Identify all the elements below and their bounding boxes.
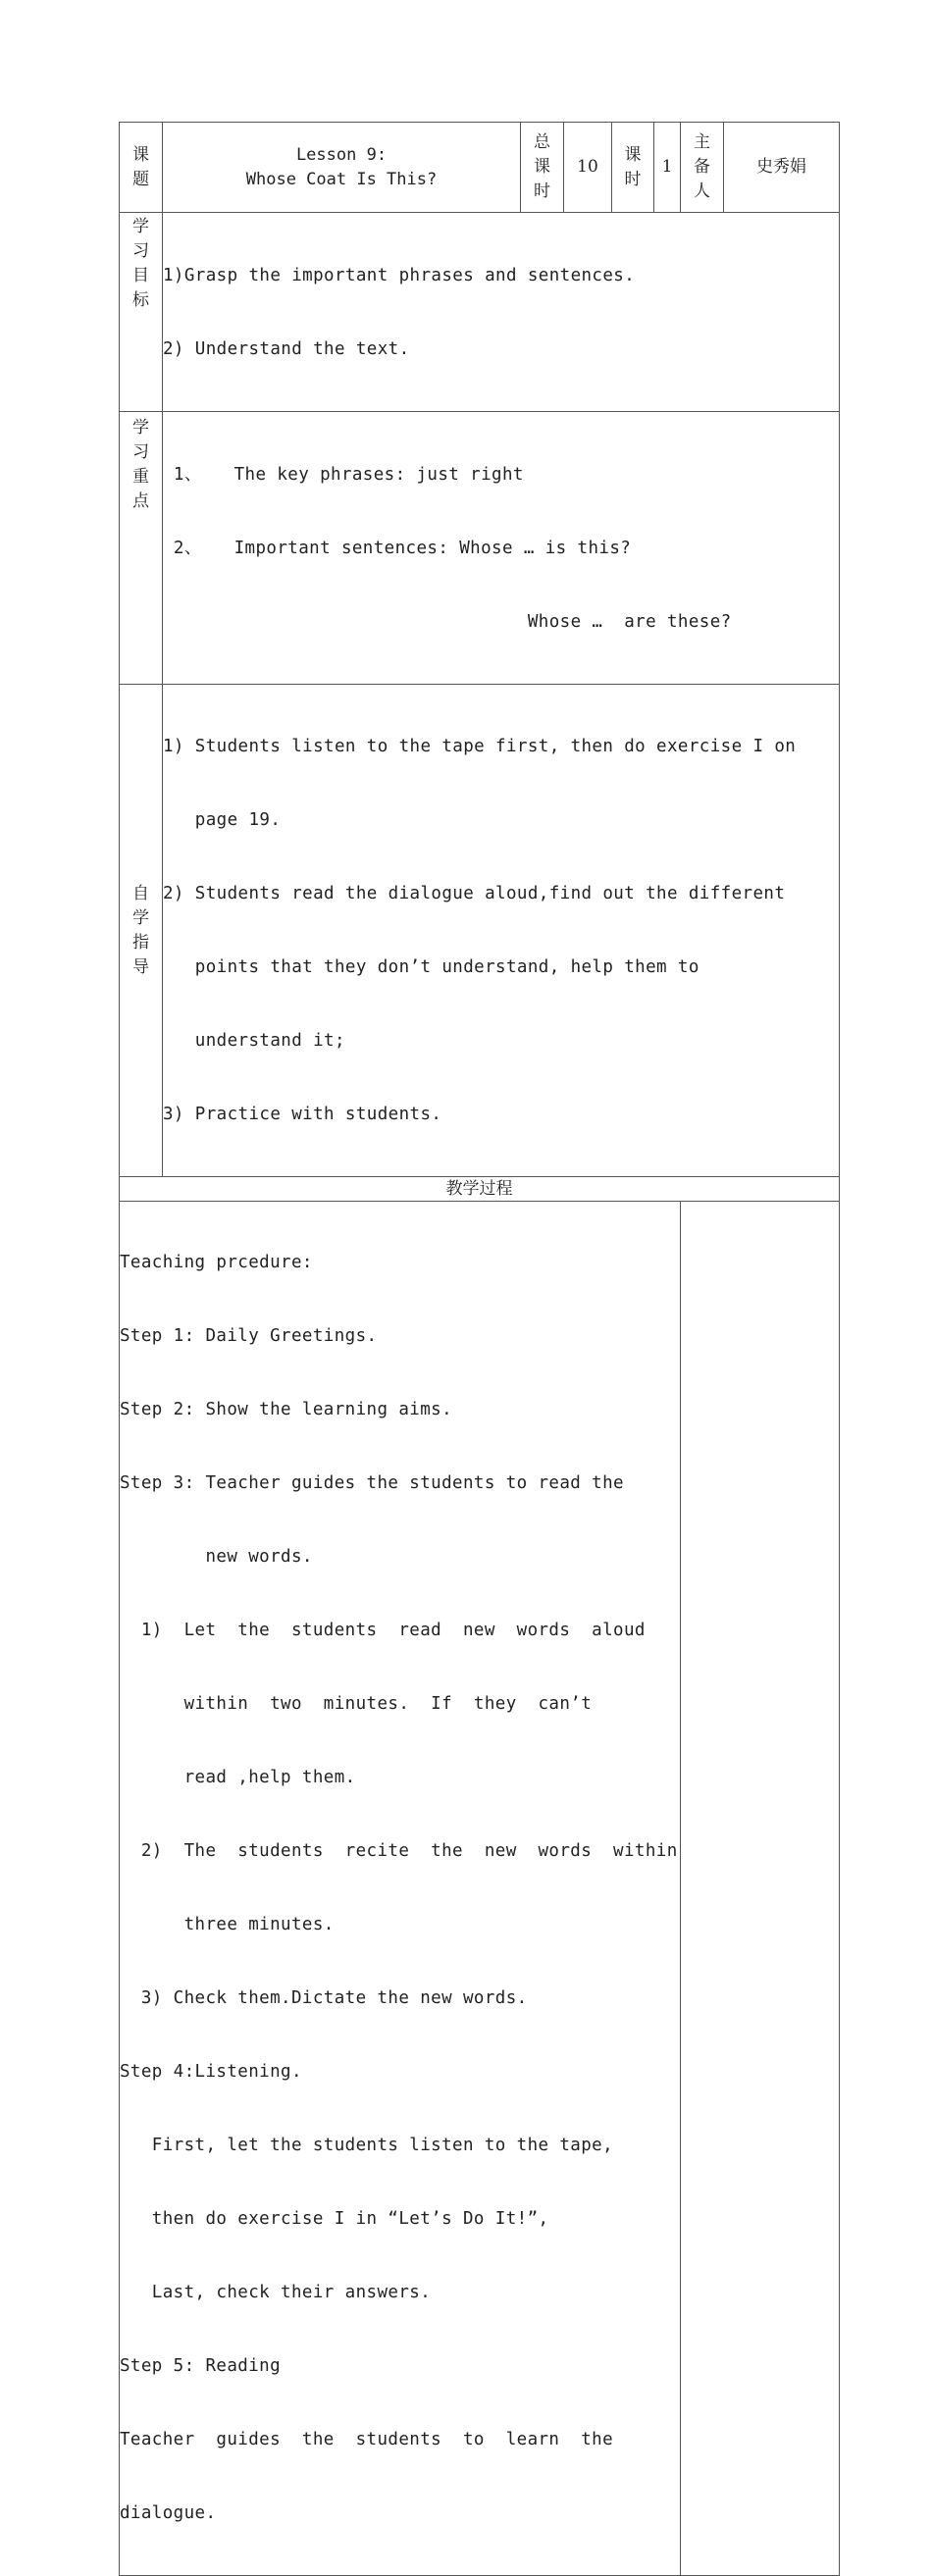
- process-line: Teaching prcedure:: [120, 1253, 313, 1272]
- focus-content: [163, 412, 840, 685]
- process-line: dialogue.: [120, 2503, 217, 2523]
- goals-content: [163, 213, 840, 412]
- guide-line: 1) Students listen to the tape first, then do exercise I on: [163, 737, 797, 756]
- focus-row: [120, 412, 840, 685]
- goal-line: 1)Grasp the important phrases and sentences.: [163, 266, 636, 285]
- preparer-value: [724, 123, 840, 213]
- process-line: then do exercise I in “Let’s Do It!”,: [120, 2209, 549, 2229]
- process-line: 2) The students recite the new words within: [120, 1841, 678, 1861]
- lesson-title: Whose Coat Is This?: [245, 169, 438, 189]
- focus-line: 2、 Important sentences: Whose … is this?: [163, 539, 632, 558]
- lesson-plan-table: [119, 122, 840, 2576]
- process-heading-text: 教学过程: [445, 1179, 513, 1199]
- process-line: First, let the students listen to the tape,: [120, 2136, 614, 2155]
- process-line: three minutes.: [120, 1915, 335, 1934]
- process-line: 3) Check them.Dictate the new words.: [120, 1988, 528, 2008]
- total-periods-value-text: 10: [577, 157, 598, 177]
- focus-line: 1、 The key phrases: just right: [163, 465, 524, 485]
- period-label-text: 课 时: [624, 144, 642, 189]
- goals-label: [120, 213, 163, 412]
- preparer-label-text: 主 备 人: [694, 132, 710, 201]
- guide-line: page 19.: [163, 810, 282, 830]
- guide-line: points that they don’t understand, help them to: [163, 957, 699, 977]
- process-line: Last, check their answers.: [120, 2283, 432, 2302]
- goals-label-text: 学 习 目 标: [132, 217, 149, 310]
- process-line: Teacher guides the students to learn the: [120, 2430, 614, 2449]
- guide-content: [163, 685, 840, 1177]
- process-content: [120, 1202, 681, 2576]
- process-line: Step 3: Teacher guides the students to read the: [120, 1473, 624, 1493]
- preparer-label: [681, 123, 724, 213]
- period-label: [612, 123, 654, 213]
- lesson-title-cell: [163, 123, 521, 213]
- goal-line: 2) Understand the text.: [163, 339, 410, 359]
- period-value: [654, 123, 681, 213]
- topic-label: [120, 123, 163, 213]
- process-heading-row: [120, 1177, 840, 1202]
- process-line: Step 5: Reading: [120, 2356, 282, 2376]
- period-value-text: 1: [661, 157, 673, 177]
- process-notes-column: [681, 1202, 840, 2576]
- guide-label: [120, 685, 163, 1177]
- process-line: 1) Let the students read new words aloud: [120, 1621, 646, 1640]
- focus-line: Whose … are these?: [163, 612, 732, 632]
- process-line: Step 4:Listening.: [120, 2062, 302, 2082]
- total-periods-label: [521, 123, 564, 213]
- process-line: new words.: [120, 1547, 313, 1567]
- focus-label: [120, 412, 163, 685]
- goals-row: [120, 213, 840, 412]
- process-line: Step 1: Daily Greetings.: [120, 1326, 378, 1346]
- guide-line: 2) Students read the dialogue aloud,find out the different: [163, 884, 786, 903]
- process-heading: [120, 1177, 840, 1202]
- topic-label-text: 课 题: [132, 144, 149, 189]
- lesson-number: Lesson 9:: [295, 144, 388, 165]
- guide-label-text: 自 学 指 导: [132, 883, 149, 977]
- preparer-name: 史秀娟: [756, 157, 806, 177]
- guide-line: understand it;: [163, 1031, 345, 1051]
- process-line: Step 2: Show the learning aims.: [120, 1400, 453, 1419]
- process-line: read ,help them.: [120, 1768, 356, 1787]
- total-periods-label-text: 总 课 时: [534, 132, 550, 201]
- total-periods-value: [564, 123, 612, 213]
- focus-label-text: 学 习 重 点: [132, 418, 149, 511]
- process-line: within two minutes. If they can’t: [120, 1694, 593, 1714]
- process-row: [120, 1202, 840, 2576]
- guide-line: 3) Practice with students.: [163, 1105, 442, 1124]
- header-row: [120, 123, 840, 213]
- guide-row: [120, 685, 840, 1177]
